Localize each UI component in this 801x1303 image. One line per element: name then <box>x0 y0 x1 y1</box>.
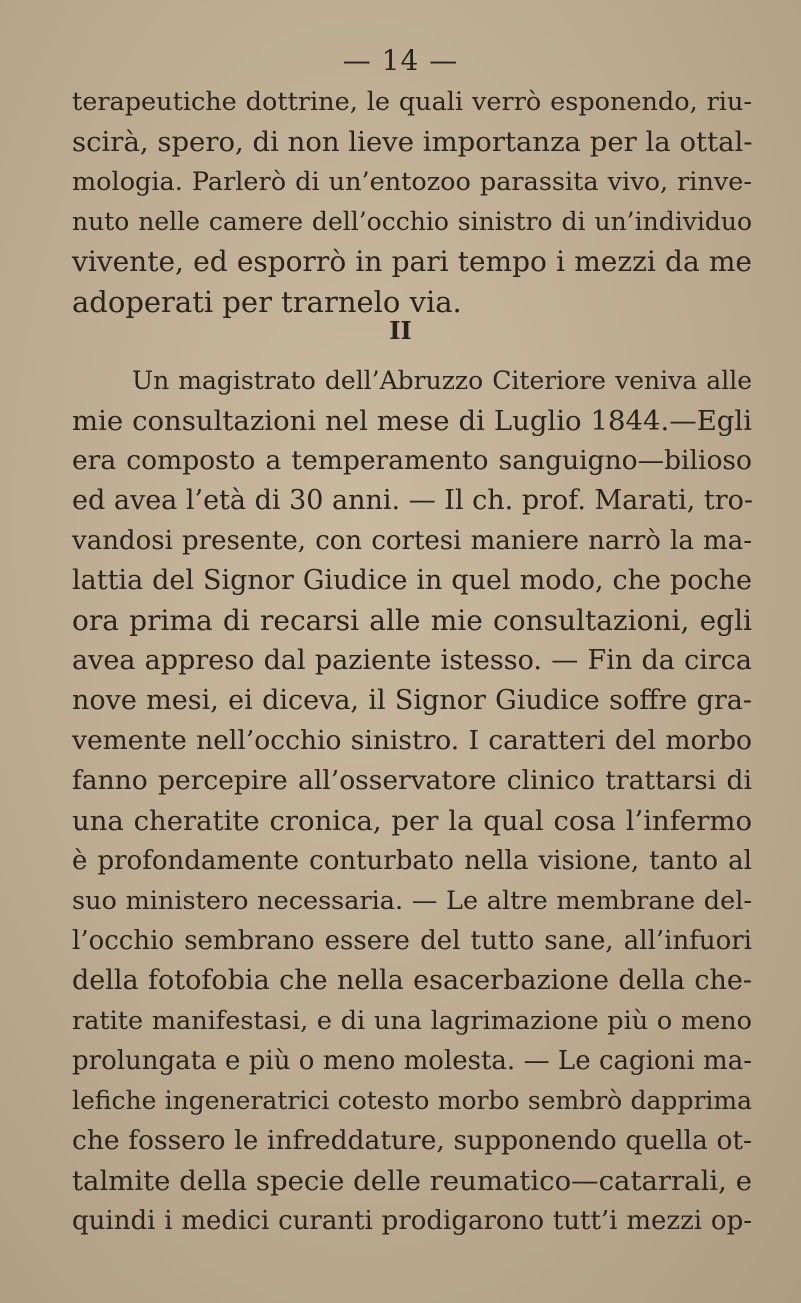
text-line: fanno percepire all’osservatore clinico trattarsi di <box>72 765 752 796</box>
text-line: mie consultazioni nel mese di Luglio 1844.—Egli <box>72 405 752 437</box>
text-line: una cheratite cronica, per la qual cosa l’infermo <box>72 805 752 837</box>
text-line: talmite della specie delle reumatico—catarrali, e <box>72 1165 752 1197</box>
text-line: l’occhio sembrano essere del tutto sane, all’infuori <box>72 926 752 956</box>
text-line: terapeutiche dottrine, le quali verrò esponendo, riu- <box>72 87 752 117</box>
text-line: scirà, spero, di non lieve importanza per la ottal- <box>72 126 753 158</box>
text-line: ratite manifestasi, e di una lagrimazione più o meno <box>72 1006 752 1036</box>
text-line: ora prima di recarsi alle mie consultazioni, egli <box>72 604 752 637</box>
text-line: ed avea l’età di 30 anni. — Il ch. prof. Marati, tro- <box>72 485 754 516</box>
text-line: Un magistrato dell’Abruzzo Citeriore veniva alle <box>132 366 752 395</box>
text-line: quindi i medici curanti prodigarono tutt’i mezzi op- <box>72 1206 752 1236</box>
text-line: lefiche ingeneratrici cotesto morbo sembrò dapprima <box>72 1086 752 1115</box>
text-line: della fotofobia che nella esacerbazione della che- <box>72 965 752 996</box>
text-line: nuto nelle camere dell’occhio sinistro di un’individuo <box>72 207 752 236</box>
text-line: vandosi presente, con cortesi maniere narrò la ma- <box>72 526 752 556</box>
text-line: mologia. Parlerò di un’entozoo parassita vivo, rinve- <box>72 167 752 197</box>
intro-paragraph <box>72 82 752 322</box>
text-line: che fossero le infreddature, supponendo quella ot- <box>72 1125 752 1156</box>
text-line: lattia del Signor Giudice in quel modo, che poche <box>72 565 752 596</box>
body-paragraph <box>72 361 752 1241</box>
text-line: nove mesi, ei diceva, il Signor Giudice soffre gra- <box>72 685 752 716</box>
text-line: avea appreso dal paziente istesso. — Fin da circa <box>72 645 752 676</box>
page-number: — 14 — <box>342 44 459 77</box>
text-line: suo ministero necessaria. — Le altre membrane del- <box>72 886 752 916</box>
text-line: vemente nell’occhio sinistro. I caratteri del morbo <box>72 725 752 756</box>
text-line: prolungata e più o meno molesta. — Le cagioni ma- <box>72 1046 752 1076</box>
text-line: vivente, ed esporrò in pari tempo i mezzi da me <box>72 245 752 278</box>
text-line: era composto a temperamento sanguigno—bilioso <box>72 445 752 476</box>
text-line: è profondamente conturbato nella visione, tanto al <box>72 846 752 876</box>
text-line: adoperati per trarnelo via. <box>72 285 462 319</box>
section-heading: II <box>389 316 412 345</box>
